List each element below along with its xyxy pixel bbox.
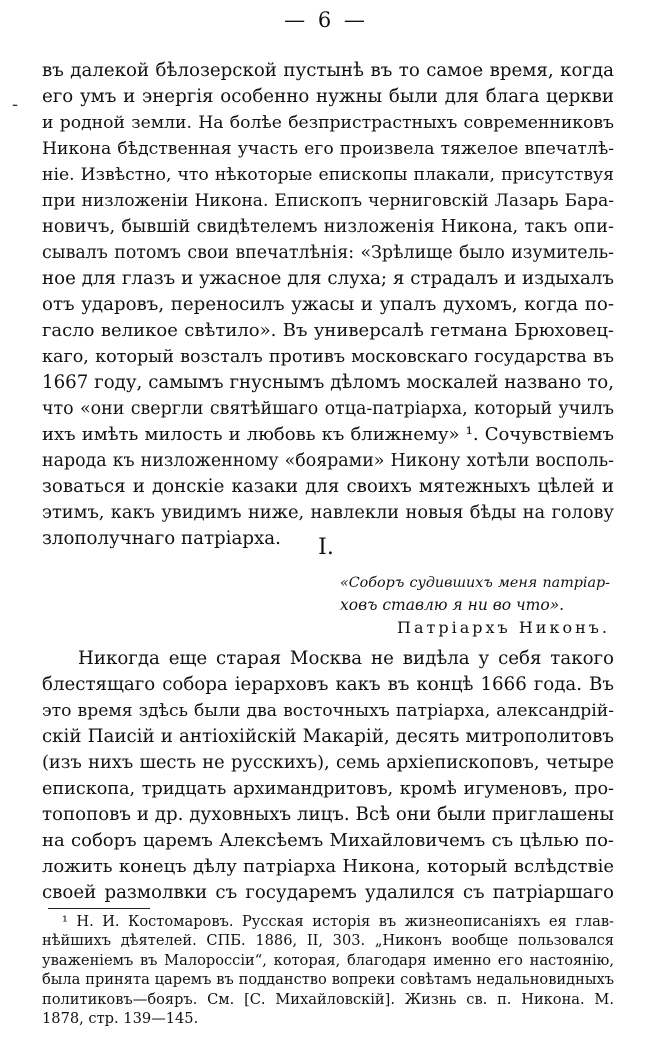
text-line: на соборъ царемъ Алексѣемъ Михайловичемъ съ цѣлью по- [42, 830, 614, 851]
text-line: скій Паисій и антіохійскій Макарій, десять митрополитовъ [42, 726, 614, 747]
text-line: епископа, тридцать архимандритовъ, кромѣ игуменовъ, про- [42, 779, 614, 799]
text-line: при низложеніи Никона. Епископъ черниговскій Лазарь Бара- [42, 191, 614, 211]
epigraph [340, 572, 610, 640]
text-line: и родной земли. На болѣе безпристрастныхъ современниковъ [42, 113, 614, 133]
footnote-line: политиковъ—бояръ. См. [С. Михайловскій]. Жизнь св. п. Никона. М. [42, 990, 614, 1008]
margin-mark: - [12, 94, 19, 115]
text-line: каго, который возсталъ противъ московскаго государства въ [42, 347, 614, 367]
footnote-line: нѣйшихъ дѣятелей. СПБ. 1886, II, 303. „Никонъ вообще пользовался [42, 932, 614, 950]
epigraph-author: Патріархъ Никонъ. [397, 618, 610, 637]
text-line: новичъ, бывшій свидѣтелемъ низложенія Никона, такъ опи- [42, 216, 614, 237]
page-number: — 6 — [284, 8, 368, 32]
footnote-line: уваженіемъ въ Малороссіи“, которая, благодаря именно его настоянію, [42, 951, 614, 969]
section-number: I. [318, 535, 334, 560]
footnote-line: была принята царемъ въ подданство вопреки совѣтамъ недальновидныхъ [42, 971, 614, 989]
text-line: 1667 году, самымъ гнуснымъ дѣломъ москалей названо то, [42, 372, 614, 393]
text-line: что «они свергли святѣйшаго отца-патріарха, который училъ [42, 399, 614, 419]
text-line: гасло великое свѣтило». Въ универсалѣ гетмана Брюховец- [42, 320, 614, 341]
text-line: сывалъ потомъ свои впечатлѣнія: «Зрѣлище было изумитель- [42, 243, 614, 263]
text-line: народа къ низложенному «боярами» Никону хотѣли восполь- [42, 451, 614, 471]
text-line: ихъ имѣть милость и любовь къ ближнему» ¹. Сочувствіемъ [42, 424, 614, 445]
text-line: это время здѣсь были два восточныхъ патріарха, александрій- [42, 701, 614, 721]
paragraph-1 [42, 58, 614, 552]
text-line: его умъ и энергія особенно нужны были для блага церкви [42, 86, 614, 107]
text-line: зоваться и донскіе казаки для своихъ мятежныхъ цѣлей и [42, 476, 614, 497]
footnote-line: ¹ Н. И. Костомаровъ. Русская исторія въ жизнеописаніяхъ ея глав- [62, 913, 614, 930]
text-line: ложить конецъ дѣлу патріарха Никона, который вслѣдствіе [42, 856, 614, 877]
text-line: въ далекой бѣлозерской пустынѣ въ то самое время, когда [42, 60, 614, 81]
footnote-line: 1878, стр. 139—145. [42, 1009, 199, 1027]
text-line: отъ ударовъ, переносилъ ужасы и упалъ духомъ, когда по- [42, 294, 614, 315]
text-line: своей размолвки съ государемъ удалился съ патріаршаго [42, 882, 614, 903]
text-line: Никона бѣдственная участь его произвела тяжелое впечатлѣ- [42, 139, 614, 159]
paragraph-2 [42, 646, 614, 906]
text-line: ніе. Извѣстно, что нѣкоторые епископы плакали, присутствуя [42, 165, 614, 185]
footnote [42, 912, 614, 1028]
text-line: Никогда еще старая Москва не видѣла у себя такого [78, 648, 614, 669]
text-line: блестящаго собора іерарховъ какъ въ концѣ 1666 года. Въ [42, 674, 614, 695]
epigraph-line: ховъ ставлю я ни во что». [340, 596, 565, 614]
text-line: топоповъ и др. духовныхъ лицъ. Всѣ они были приглашены [42, 804, 614, 825]
text-line: злополучнаго патріарха. [42, 528, 281, 549]
epigraph-line: «Соборъ судившихъ меня патріар- [340, 575, 610, 591]
text-line: ное для глазъ и ужасное для слуха; я страдалъ и издыхалъ [42, 268, 614, 289]
footnote-divider [48, 908, 150, 909]
text-line: этимъ, какъ увидимъ ниже, навлекли новыя бѣды на голову [42, 502, 614, 523]
text-line: (изъ нихъ шесть не русскихъ), семь архіепископовъ, четыре [42, 752, 614, 773]
